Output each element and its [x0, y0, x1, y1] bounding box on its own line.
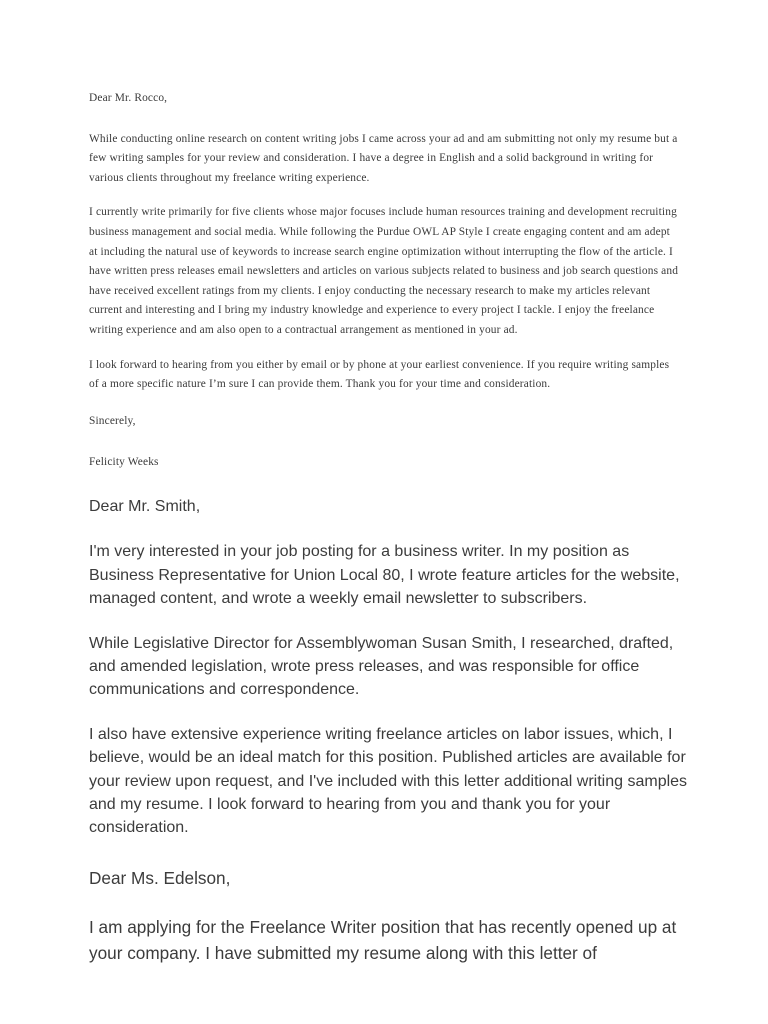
letter-rocco: [89, 89, 681, 473]
letter-smith-paragraph-1: I'm very interested in your job posting for a business writer. In my position as Business Representative for Union Local 80, I wrote feature articles for the website, managed content, and wrote a weekly email newsletter to subscribers.: [89, 543, 680, 608]
document-body: [89, 89, 693, 966]
letter-smith-salutation: Dear Mr. Smith,: [89, 497, 201, 515]
letter-edelson-salutation: Dear Ms. Edelson,: [89, 867, 231, 888]
letter-edelson-paragraph-1: I am applying for the Freelance Writer position that has recently opened up at your company. I have submitted my resume along with this letter of: [89, 917, 677, 963]
letter-rocco-paragraph-1: While conducting online research on content writing jobs I came across your ad and am submitting not only my resume but a few writing samples for your review and consideration. I have a degree in English and a solid background in writing for various clients throughout my freelance writing experience.: [89, 132, 678, 184]
letter-rocco-paragraph-3: I look forward to hearing from you either by email or by phone at your earliest convenience. If you require writing samples of a more specific nature I’m sure I can provide them. Thank you for your time and consideration.: [89, 358, 670, 391]
letter-rocco-closing: Sincerely,: [89, 414, 136, 427]
letter-rocco-salutation: Dear Mr. Rocco,: [89, 92, 168, 104]
letter-rocco-signature: Felicity Weeks: [89, 456, 159, 469]
letter-edelson: [89, 866, 693, 966]
letter-smith-paragraph-2: While Legislative Director for Assemblywoman Susan Smith, I researched, drafted, and amended legislation, wrote press releases, and was responsible for office communications and correspondence.: [89, 634, 674, 699]
letter-smith-paragraph-3: I also have extensive experience writing freelance articles on labor issues, which, I believe, would be an ideal match for this position. Published articles are available for your review upon request, and I've included with this letter additional writing samples and my resume. I look forward to hearing from you and thank you for your consideration.: [89, 725, 688, 837]
letter-rocco-paragraph-2: I currently write primarily for five clients whose major focuses include human resources training and development recruiting business management and social media. While following the Purdue OWL AP Style I create engaging content and am adept at including the natural use of keywords to increase search engine optimization without interrupting the flow of the article. I have written press releases email newsletters and articles on various subjects related to business and job search questions and have received excellent ratings from my clients. I enjoy conducting the necessary research to make my articles relevant current and interesting and I bring my industry knowledge and experience to every project I tackle. I enjoy the freelance writing experience and am also open to a contractual arrangement as mentioned in your ad.: [89, 206, 679, 336]
letter-smith: [89, 495, 693, 840]
